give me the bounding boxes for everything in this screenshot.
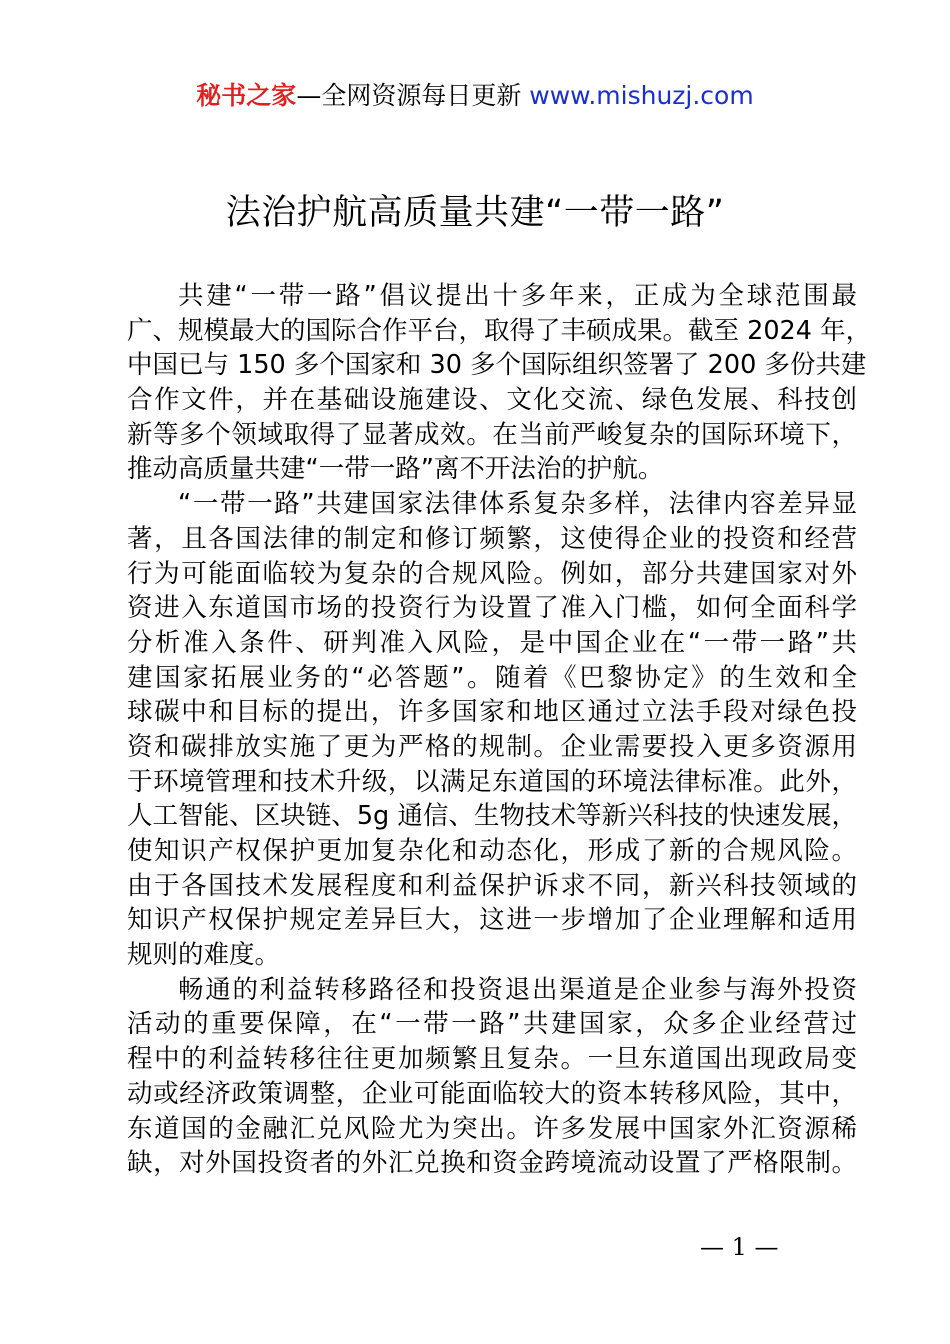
site-tagline: —全网资源每日更新 (296, 81, 522, 110)
text-line: 畅通的利益转移路径和投资退出渠道是企业参与海外投资 (178, 974, 857, 1005)
text-line: 资进入东道国市场的投资行为设置了准入门槛，如何全面科学 (127, 593, 857, 624)
text-line: 资和碳排放实施了更为严格的规制。企业需要投入更多资源用 (127, 731, 857, 762)
text-line: 由于各国技术发展程度和利益保护诉求不同，新兴科技领域的 (127, 870, 857, 901)
document-body (127, 279, 872, 1181)
site-name: 秘书之家 (196, 81, 297, 110)
text-line: 规则的难度。 (127, 940, 281, 971)
paragraph (127, 487, 857, 973)
text-line: 活动的重要保障，在“一带一路”共建国家，众多企业经营过 (127, 1009, 857, 1040)
text-line: 新等多个领域取得了显著成效。在当前严峻复杂的国际环境下， (127, 419, 857, 450)
text-line: 东道国的金融汇兑风险尤为突出。许多发展中国家外汇资源稀 (127, 1113, 857, 1144)
text-line: “一带一路”共建国家法律体系复杂多样，法律内容差异显 (178, 489, 857, 520)
text-line: 中国已与 150 多个国家和 30 多个国际组织签署了 200 多份共建 (127, 350, 867, 381)
text-line: 球碳中和目标的提出，许多国家和地区通过立法手段对绿色投 (127, 697, 857, 728)
text-line: 行为可能面临较为复杂的合规风险。例如，部分共建国家对外 (127, 558, 857, 589)
site-url[interactable]: www.mishuzj.com (529, 81, 754, 110)
text-line: 于环境管理和技术升级，以满足东道国的环境法律标准。此外， (127, 766, 857, 797)
text-line: 动或经济政策调整，企业可能面临较大的资本转移风险，其中， (127, 1078, 857, 1109)
text-line: 使知识产权保护更加复杂化和动态化，形成了新的合规风险。 (127, 836, 857, 866)
text-line: 知识产权保护规定差异巨大，这进一步增加了企业理解和适用 (127, 905, 857, 936)
paragraph (127, 973, 857, 1181)
text-line: 推动高质量共建“一带一路”离不开法治的护航。 (127, 454, 664, 485)
text-line: 程中的利益转移往往更加频繁且复杂。一旦东道国出现政局变 (127, 1044, 857, 1075)
text-line: 建国家拓展业务的“必答题”。随着《巴黎协定》的生效和全 (127, 662, 857, 693)
text-line: 共建“一带一路”倡议提出十多年来，正成为全球范围最 (178, 281, 857, 311)
site-header (0, 80, 950, 112)
page-number: — 1 — (700, 1233, 779, 1261)
text-line: 分析准入条件、研判准入风险，是中国企业在“一带一路”共 (127, 627, 857, 658)
document-title: 法治护航高质量共建“一带一路” (225, 193, 725, 233)
text-line: 合作文件，并在基础设施建设、文化交流、绿色发展、科技创 (127, 385, 857, 416)
text-line: 缺，对外国投资者的外汇兑换和资金跨境流动设置了严格限制。 (127, 1148, 857, 1179)
paragraph (127, 279, 872, 487)
text-line: 广、规模最大的国际合作平台，取得了丰硕成果。截至 2024 年， (127, 315, 872, 346)
text-line: 著，且各国法律的制定和修订频繁，这使得企业的投资和经营 (127, 523, 857, 554)
text-line: 人工智能、区块链、5g 通信、生物技术等新兴科技的快速发展， (127, 801, 857, 832)
